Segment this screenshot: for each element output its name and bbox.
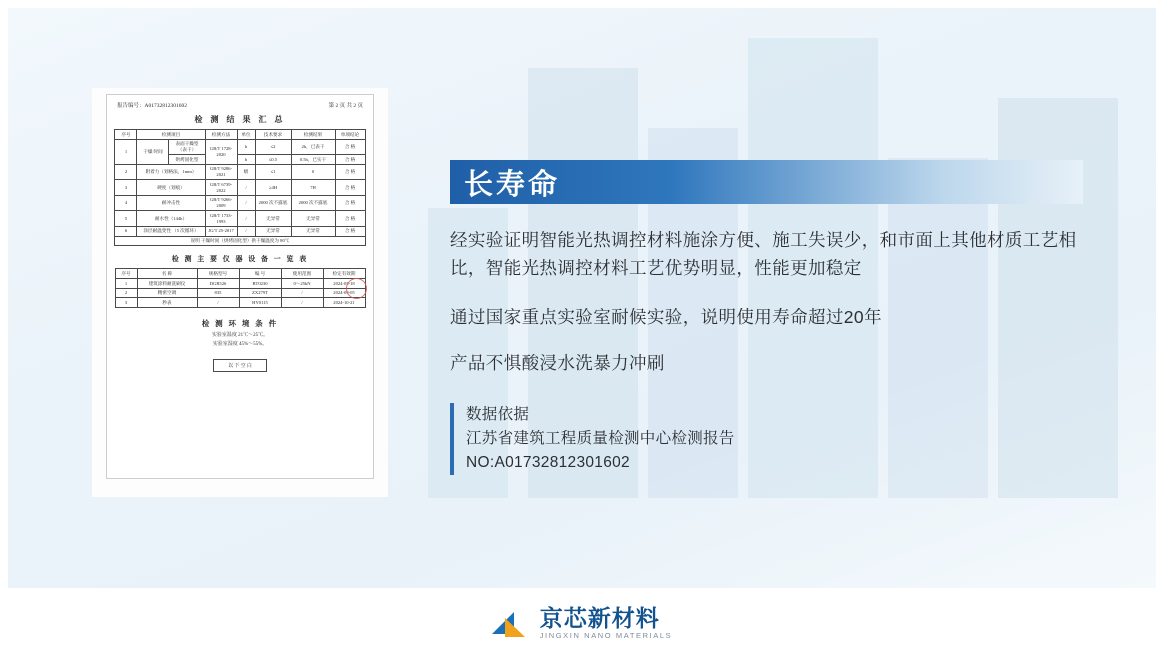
environment-line-temperature: 实验室温度 21℃～25℃。 <box>211 333 269 339</box>
eq-cell-index: 1 <box>115 279 137 289</box>
th-method: 检测方法 <box>205 130 237 140</box>
cell-item: 硬度（划痕） <box>137 180 205 195</box>
eq-cell-index: 3 <box>115 298 137 308</box>
cell-item: 烘烤固化型 <box>169 155 205 165</box>
equipment-table <box>115 268 366 308</box>
eq-cell-validity: 2024-09-05 <box>323 288 365 298</box>
table-note: 说明 干燥时间（烘烤固化型）供干燥温度为 80℃ <box>115 236 365 246</box>
eq-cell-range: / <box>281 298 323 308</box>
table-row <box>115 226 365 236</box>
cell-requirement: 无异常 <box>255 211 291 226</box>
cell-unit: / <box>237 226 255 236</box>
cell-result: 0 <box>291 164 335 179</box>
environment-line-humidity: 实验室湿度 45%～55%。 <box>212 341 268 347</box>
eq-cell-number: HY0115 <box>239 298 281 308</box>
eq-th-index: 序号 <box>115 269 137 279</box>
cell-method: GB/T 9286-2021 <box>205 164 237 179</box>
paragraph-2: 通过国家重点实验室耐候实验，说明使用寿命超过20年 <box>450 306 882 327</box>
eq-cell-number: ZX279T <box>239 288 281 298</box>
headline-banner <box>450 160 1083 204</box>
th-index: 序号 <box>115 130 137 140</box>
table-row <box>115 180 365 195</box>
equipment-row <box>115 288 365 298</box>
eq-cell-model: 835 <box>197 288 239 298</box>
cell-index: 3 <box>115 180 137 195</box>
cell-conclusion: 合 格 <box>335 155 365 165</box>
cell-conclusion: 合 格 <box>335 211 365 226</box>
certificate-header <box>107 95 373 112</box>
cell-conclusion: 合 格 <box>335 139 365 154</box>
cell-unit: / <box>237 180 255 195</box>
cell-index: 1 <box>115 139 137 164</box>
eq-cell-validity: 2024-05-18 <box>323 279 365 289</box>
table-header-row <box>115 130 365 140</box>
cell-unit: h <box>237 155 255 165</box>
eq-cell-model: / <box>197 298 239 308</box>
th-conclusion: 单项结论 <box>335 130 365 140</box>
cell-item: 耐水性（144h） <box>137 211 205 226</box>
environment-title: 检 测 环 境 条 件 <box>201 319 279 329</box>
cell-method: GB/T 9266-2009 <box>205 195 237 210</box>
certificate-title: 检 测 结 果 汇 总 <box>194 115 286 124</box>
eq-cell-validity: 2024-10-21 <box>323 298 365 308</box>
th-item: 检测项目 <box>137 130 205 140</box>
source-organization: 江苏省建筑工程质量检测中心检测报告 <box>466 430 735 448</box>
cell-requirement: 2000 次不露底 <box>255 195 291 210</box>
table-row <box>115 164 365 179</box>
eq-th-range: 使用范围 <box>281 269 323 279</box>
red-circle-annotation <box>346 278 367 299</box>
footer-logo <box>0 588 1164 658</box>
company-name-cn: 京芯新材料 <box>539 604 660 631</box>
eq-th-validity: 检定有效期 <box>323 269 365 279</box>
cell-item: 附着力（划格法，1mm） <box>137 164 205 179</box>
certificate-page <box>106 94 374 479</box>
page-number: 第 2 页 共 2 页 <box>328 103 363 109</box>
cell-index: 4 <box>115 195 137 210</box>
cell-index: 5 <box>115 211 137 226</box>
company-logo-icon <box>492 608 530 638</box>
eq-cell-range: 0～25kN <box>281 279 323 289</box>
cell-conclusion: 合 格 <box>335 195 365 210</box>
cell-index: 2 <box>115 164 137 179</box>
eq-cell-range: / <box>281 288 323 298</box>
report-number: 报告编号：A01732812301602 <box>117 103 187 109</box>
eq-cell-name: 建筑涂料耐洗刷仪 <box>137 279 197 289</box>
cell-result: 2h，已表干 <box>291 139 335 154</box>
cell-result: 0.5h，已实干 <box>291 155 335 165</box>
th-requirement: 技术要求 <box>255 130 291 140</box>
headline-text: 长寿命 <box>464 168 561 201</box>
table-row <box>115 211 365 226</box>
equipment-header-row <box>115 269 365 279</box>
environment-lines <box>107 332 373 349</box>
cell-unit: h <box>237 139 255 154</box>
cell-requirement: ≤1 <box>255 164 291 179</box>
equipment-title: 检 测 主 要 仪 器 设 备 一 览 表 <box>171 255 309 264</box>
blank-stamp: 以 下 空 白 <box>213 359 267 372</box>
results-table <box>114 129 365 246</box>
eq-th-number: 编 号 <box>239 269 281 279</box>
table-note-row <box>115 236 365 246</box>
cell-index: 6 <box>115 226 137 236</box>
paragraph-3: 产品不惧酸浸水洗暴力冲刷 <box>450 353 665 374</box>
cell-unit: / <box>237 211 255 226</box>
equipment-row <box>115 279 365 289</box>
cell-result: 2000 次不露底 <box>291 195 335 210</box>
eq-th-name: 名 称 <box>137 269 197 279</box>
cell-item: 表面干燥型 （表干） <box>169 139 205 154</box>
cell-unit: / <box>237 195 255 210</box>
cell-requirement: ≤0.5 <box>255 155 291 165</box>
cell-result: 无异常 <box>291 211 335 226</box>
cell-conclusion: 合 格 <box>335 164 365 179</box>
equipment-row <box>115 298 365 308</box>
table-row <box>115 139 365 154</box>
source-block <box>450 403 1110 475</box>
source-report-number: NO:A01732812301602 <box>466 454 630 472</box>
cell-requirement: 无异常 <box>255 226 291 236</box>
company-name <box>540 606 673 640</box>
certificate-image <box>92 88 388 497</box>
eq-th-model: 规格型号 <box>197 269 239 279</box>
cell-unit: 级 <box>237 164 255 179</box>
cell-result: 无异常 <box>291 226 335 236</box>
eq-cell-name: 精密空调 <box>137 288 197 298</box>
cell-requirement: ≤2 <box>255 139 291 154</box>
th-result: 检测结果 <box>291 130 335 140</box>
cell-method: GB/T 1733-1993 <box>205 211 237 226</box>
eq-cell-index: 2 <box>115 288 137 298</box>
th-unit: 单位 <box>237 130 255 140</box>
eq-cell-name: 秒表 <box>137 298 197 308</box>
company-name-en: JINGXIN NANO MATERIALS <box>539 631 673 641</box>
content-column <box>450 160 1110 475</box>
cell-item: 涂层耐温变性 （5 次循环） <box>137 226 205 236</box>
cell-result: 7H <box>291 180 335 195</box>
cell-method: JG/T 25-2017 <box>205 226 237 236</box>
source-label: 数据依据 <box>466 406 530 424</box>
cell-conclusion: 合 格 <box>335 180 365 195</box>
table-row <box>115 195 365 210</box>
paragraph-1: 经实验证明智能光热调控材料施涂方便、施工失误少，和市面上其他材质工艺相比，智能光热调控材料工艺优势明显，性能更加稳定 <box>450 230 1077 279</box>
cell-item: 耐冲击性 <box>137 195 205 210</box>
cell-method: GB/T 6739-2022 <box>205 180 237 195</box>
cell-method: GB/T 1728-2020 <box>205 139 237 164</box>
cell-item-group: 干燥 时间 <box>137 139 169 164</box>
eq-cell-model: DGR526 <box>197 279 239 289</box>
eq-cell-number: BT0230 <box>239 279 281 289</box>
cell-conclusion: 合 格 <box>335 226 365 236</box>
cell-requirement: ≥4H <box>255 180 291 195</box>
